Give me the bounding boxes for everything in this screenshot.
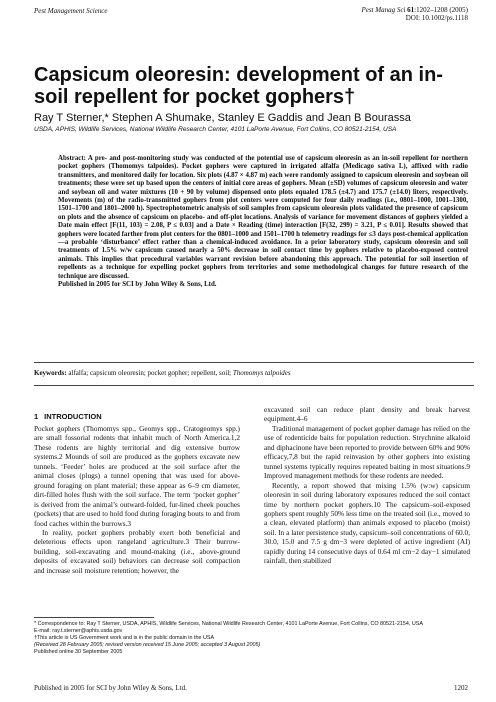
divider-bottom (34, 385, 474, 386)
author-list: Ray T Sterner,* Stephen A Shumake, Stanley E Gaddis and Jean B Bourassa (34, 112, 411, 124)
keywords-label: Keywords: (34, 369, 67, 377)
section-title: INTRODUCTION (44, 412, 102, 421)
footnote-rule (34, 617, 154, 618)
section-number: 1 (34, 412, 39, 421)
paragraph: Traditional management of pocket gopher damage has relied on the use of rodenticide baits for population reduction. Strychnine alkaloid and diphacinone have been reported to provide between 60% and 90% efficacy,7,8 but the rapid reinvasion by other gophers into existing tunnel systems typically requires repeated baiting in most situations.9 Improved management methods for these rodents are needed. (264, 423, 470, 481)
keywords (34, 369, 474, 378)
footnote: Published online 30 September 2005 (34, 649, 123, 655)
footnote: E-mail: ray.t.sterner@aphis.usda.gov (34, 628, 123, 634)
keywords-italic: Thomomys talpoides (232, 369, 291, 377)
abstract-published: Published in 2005 for SCI by John Wiley & Sons, Ltd. (58, 281, 217, 289)
abstract-body: Abstract: A pre- and post-monitoring study was conducted of the potential use of capsicum oleoresin as an in-soil repellent for northern pocket gophers (Thomomys talpoides). Pocket gophers were captured in irrigated alfalfa (Medicago sativa L), affixed with radio transmitters, and monitored daily for location. Six plots (4.87 × 4.87 m) each were randomly assigned to capsicum oleoresin and soybean oil treatments; these were set up based upon the centers of initial core areas of gophers. Mean (±SD) volumes of capsicum oleoresin and water and soybean oil and water mixtures (10 + 90 by volume) dispensed onto plots equaled 178.5 (±4.7) and 175.7 (±14.0) liters, respectively. Movements (m) of the radio-transmitted gophers from plot centers were computed for four daily readings (i.e., 0801–1000, 1001–1300, 1501–1700 and 1801–2000 h). Spectrophotometric analysis of soil samples from capsicum oleoresin plots validated the presence of capsicum on plots and the absence of capsicum on placebo- and off-plot locations. Analysis of variance for movement distances of gophers yielded a Date main effect [F(11, 103) = 2.08, P ≤ 0.03] and a Date × Reading (time) interaction [F(32, 299) = 3.21, P ≤ 0.01]. Results showed that gophers were located farther from plot centers for the 0801–1000 and 1501–1700 h telemetry readings for ≤3 days post-chemical application—a probable ‘disturbance’ effect rather than a chemical-induced avoidance. In a prior laboratory study, capsicum oleoresin and soil treatments of 1.5% w/w capsicum caused nearly a 50% decrease in soil contact time by gophers relative to placebo-exposed control animals. This implies that procedural variables warrant revision before abandoning this approach. The potential for soil insertion of repellents as a technique for expelling pocket gophers from territories and some methodological changes for future research of the technique are discussed. (58, 155, 468, 280)
footnote: (Received 28 February 2005; revised version received 15 June 2005; accepted 3 August 2005) (34, 642, 261, 648)
paragraph: In reality, pocket gophers probably exert both beneficial and deleterious effects upon rangeland agriculture.3 Their burrow-building, soil-excavating and mound-making (i.e., above-ground deposits of excavated soil) behaviors can decrease soil compaction and increase soil moisture retention; however, the (34, 527, 240, 575)
left-column (34, 412, 240, 575)
journal-name: Pest Management Science (34, 7, 108, 15)
abstract (58, 155, 468, 290)
keywords-text: alfalfa; capsicum oleoresin; pocket gopher; repellent, soil; (68, 369, 232, 377)
right-column (264, 405, 470, 566)
section-heading (34, 412, 240, 422)
affiliation: USDA, APHIS, Wildlife Services, National Wildlife Research Center, 4101 LaPorte Avenue, Fort Collins, CO 80521-2154, USA (34, 126, 397, 133)
page-number: 1202 (454, 684, 468, 692)
citation-block (361, 6, 468, 22)
paragraph: Pocket gophers (Thomomys spp., Geomys spp., Cratogeomys spp.) are small fossorial rodents that inhabit much of North America.1,2 These rodents are highly territorial and dig extensive burrow systems.2 Mounds of soil are produced as the gophers excavate new tunnels. ‘Feeder’ holes are produced at the soil surface after the animal closes (plugs) a tunnel opening that was used for above-ground foraging on plant material; these appear as 6–9 cm diameter, dirt-filled holes flush with the soil surface. The term ‘pocket gopher’ is derived from the animal’s outward-folded, fur-lined cheek pouches (pockets) that are used to hold food during foraging bouts to and from food caches within the burrows.3 (34, 424, 240, 528)
footnote: †This article is US Government work and is in the public domain in the USA (34, 635, 215, 641)
footnote: * Correspondence to: Ray T Sterner, USDA, APHIS, Wildlife Services, National Wildlife Research Center, 4101 LaPorte Avenue, Fort Collins, CO 80521-2154, USA (34, 621, 423, 627)
doi: DOI: 10.1002/ps.1118 (405, 14, 468, 22)
footnotes (34, 621, 474, 656)
footer-copyright: Published in 2005 for SCI by John Wiley & Sons, Ltd. (34, 684, 187, 692)
paragraph: Recently, a report showed that mixing 1.5% (w:w) capsicum oleoresin in soil during laboratory exposures reduced the soil contact time by northern pocket gophers.10 The capsicum–soil-exposed gophers spent roughly 50% less time on the treated soil (i.e., moved to a clean, elevated platform) than animals exposed to placebo (moist) soil. In a later persistence study, capsicum–soil concentrations of 60.0, 30.0, 15.0 and 7.5 g dm−3 were depleted of active ingredient (AI) rapidly during 14 consecutive days of 0.64 ml cm−2 day−1 simulated rainfall, then stabilized (264, 480, 470, 566)
paragraph: excavated soil can reduce plant density and break harvest equipment.4–6 (264, 405, 470, 424)
citation: Pest Manag Sci 61:1202–1208 (2005) (361, 6, 468, 14)
divider-top (34, 362, 474, 363)
article-title: Capsicum oleoresin: development of an in-soil repellent for pocket gophers† (34, 64, 443, 108)
